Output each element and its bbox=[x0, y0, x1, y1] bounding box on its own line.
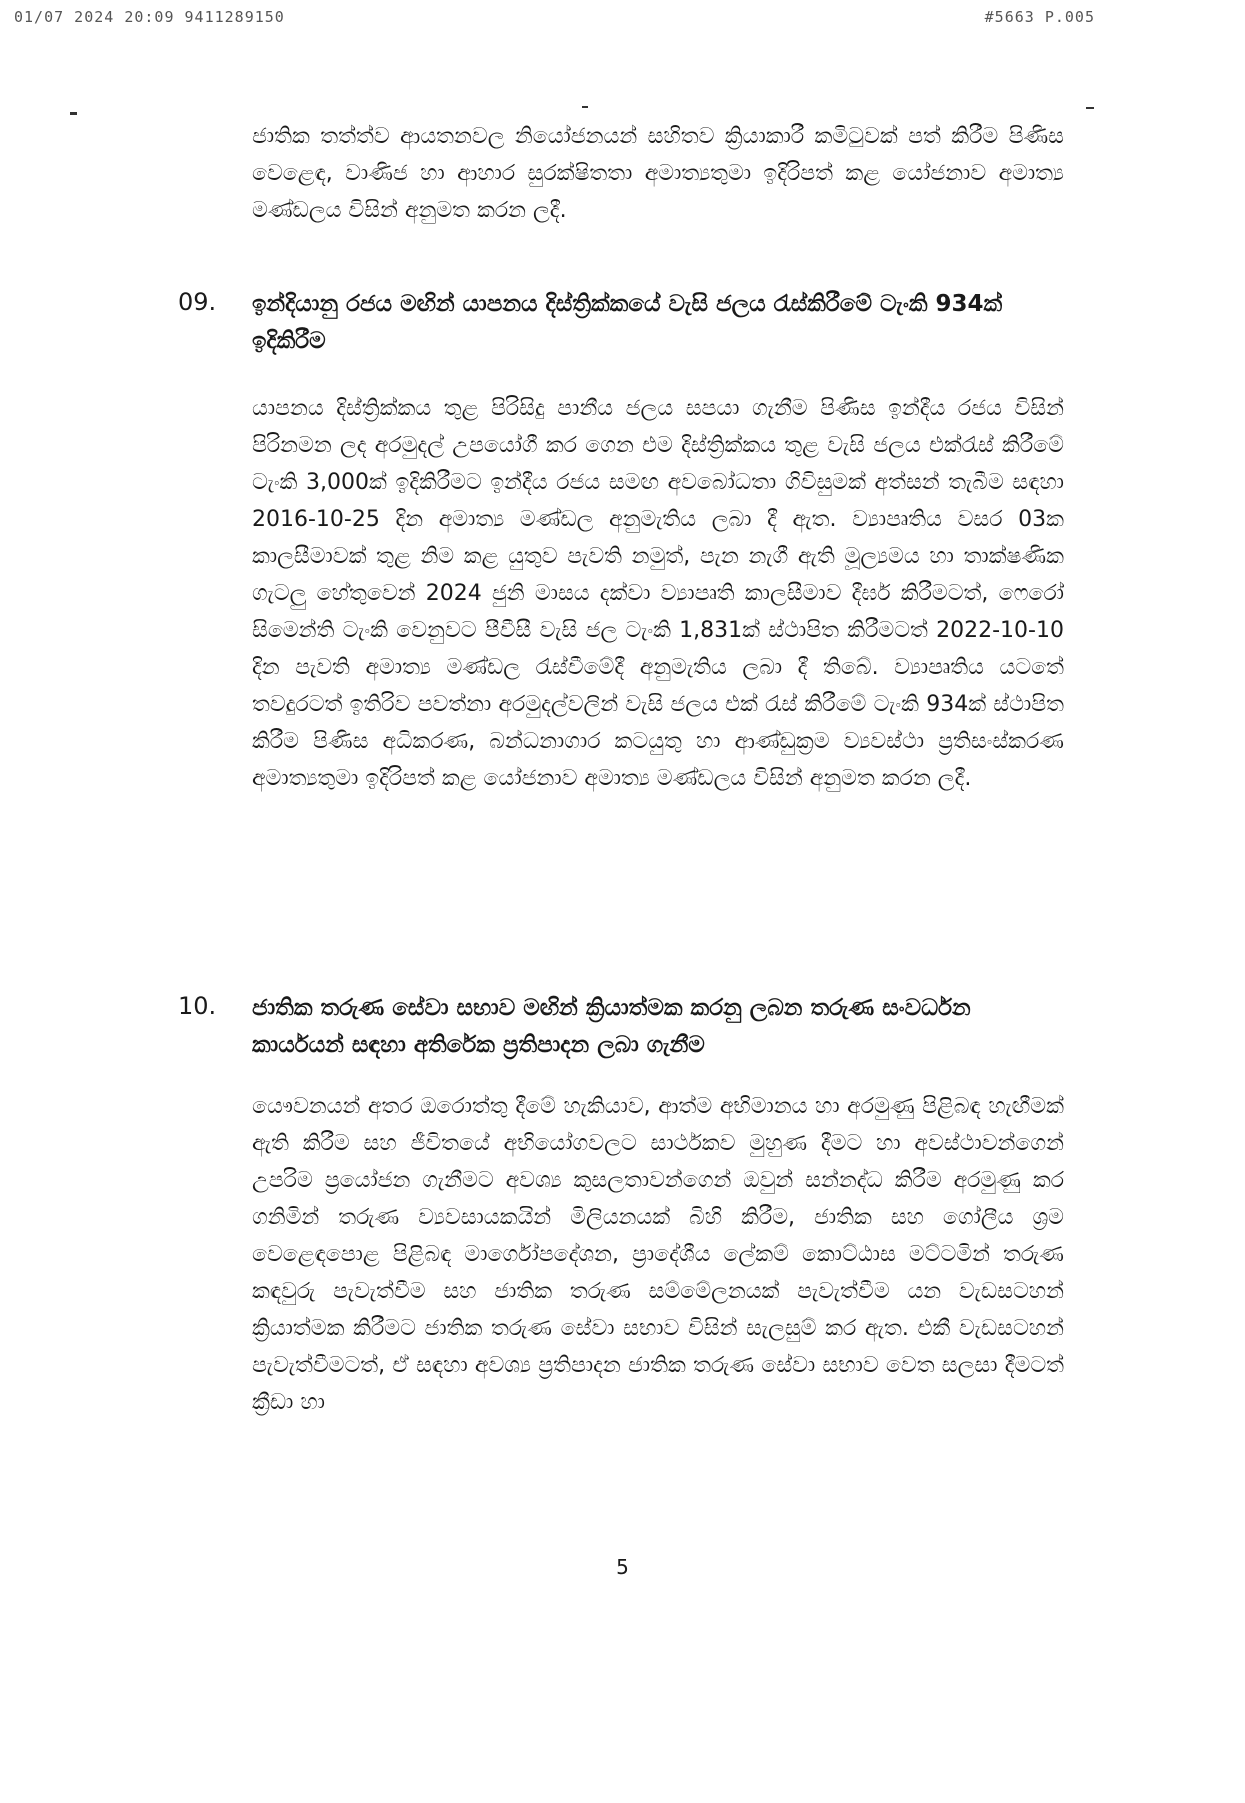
item-title: ඉන්දියානු රජය මඟින් යාපනය දිස්ත්‍රික්කයේ වැසි ජලය රැස්කිරීමේ ටැංකි 934ක් ඉදිකිරීම bbox=[252, 291, 1003, 354]
item-title: ජාතික තරුණ සේවා සභාව මඟින් ක්‍රියාත්මක කරනු ලබන තරුණ සංවර්ධන කාර්යයන් සඳහා අතිරේක ප්‍රතිපාදන ලබා ගැනීම bbox=[252, 995, 971, 1058]
fax-header-page-code: #5663 P.005 bbox=[984, 8, 1095, 26]
scan-speck bbox=[70, 112, 77, 115]
fax-header-datetime-number: 01/07 2024 20:09 9411289150 bbox=[14, 8, 285, 26]
scan-speck bbox=[582, 106, 588, 108]
scan-speck bbox=[1086, 107, 1094, 109]
item-number: 09. bbox=[178, 288, 217, 316]
fax-header bbox=[0, 8, 1245, 32]
page-number: 5 bbox=[616, 1555, 629, 1579]
item-number: 10. bbox=[178, 992, 217, 1020]
item-body: යෞවනයන් අතර ඔරොත්තු දීමේ හැකියාව, ආත්ම අභිමානය හා අරමුණු පිළිබඳ හැඟීමක් ඇති කිරීම සහ ජීවිතයේ අභියෝගවලට සාර්ථකව මුහුණ දීමට හා අවස්ථාවන්ගෙන් උපරිම ප්‍රයෝජන ගැනීමට අවශ්‍ය කුසලතාවන්ගෙන් ඔවුන් සන්නද්ධ කිරීම අරමුණු කර ගනිමින් තරුණ ව්‍යවසායකයින් මිලියනයක් බිහි කිරීම, ජාතික සහ ගෝලීය ශ්‍රම වෙළෙඳපොළ පිළිබඳ මාර්ගෝපදේශන, ප්‍රාදේශීය ලේකම් කොට්ඨාස මට්ටමින් තරුණ කඳවුරු පැවැත්වීම සහ ජාතික තරුණ සම්මේලනයක් පැවැත්වීම යන වැඩසටහන් ක්‍රියාත්මක කිරීමට ජාතික තරුණ සේවා සභාව විසින් සැලසුම් කර ඇත. එකී වැඩසටහන් පැවැත්වීමටත්, ඒ සඳහා අවශ්‍ය ප්‍රතිපාදන ජාතික තරුණ සේවා සභාව වෙත සලසා දීමටත් ක්‍රීඩා හා bbox=[252, 1094, 1064, 1415]
item-body: යාපනය දිස්ත්‍රික්කය තුළ පිරිසිදු පානීය ජලය සපයා ගැනීම පිණිස ඉන්දීය රජය විසින් පිරිනමන ලද අරමුදල් උපයෝගී කර ගෙන එම දිස්ත්‍රික්කය තුළ වැසි ජලය එක්රැස් කිරීමේ ටැංකි 3,000ක් ඉදිකිරීමට ඉන්දීය රජය සමඟ අවබෝධතා ගිවිසුමක් අත්සන් තැබීම සඳහා 2016-10-25 දින අමාත්‍ය මණ්ඩල අනුමැතිය ලබා දී ඇත. ව්‍යාපෘතිය වසර 03ක කාලසීමාවක් තුළ නිම කළ යුතුව පැවති නමුත්, පැන නැගී ඇති මූල්‍යමය හා තාක්ෂණික ගැටලු හේතුවෙන් 2024 ජුනි මාසය දක්වා ව්‍යාපෘති කාලසීමාව දීර්ඝ කිරීමටත්, ෆෙරෝ සිමෙන්ති ටැංකි වෙනුවට පීවීසී වැසි ජල ටැංකි 1,831ක් ස්ථාපිත කිරීමටත් 2022-10-10 දින පැවති අමාත්‍ය මණ්ඩල රැස්වීමේදී අනුමැතිය ලබා දී තිබේ. ව්‍යාපෘතිය යටතේ තවදුරටත් ඉතිරිව පවත්නා අරමුදල්වලින් වැසි ජලය එක් රැස් කිරීමේ ටැංකි 934ක් ස්ථාපිත කිරීම පිණිස අධිකරණ, බන්ධනාගාර කටයුතු හා ආණ්ඩුක්‍රම ව්‍යවස්ථා ප්‍රතිසංස්කරණ අමාත්‍යතුමා ඉදිරිපත් කළ යෝජනාව අමාත්‍ය මණ්ඩලය විසින් අනුමත කරන ලදී. bbox=[252, 396, 1064, 791]
intro-paragraph: ජාතික තත්ත්ව ආයතනවල නියෝජනයන් සහිතව ක්‍රියාකාරී කමිටුවක් පත් කිරීම පිණිස වෙළෙඳ, වාණිජ හා ආහාර සුරක්ෂිතතා අමාත්‍යතුමා ඉදිරිපත් කළ යෝජනාව අමාත්‍ය මණ්ඩලය විසින් අනුමත කරන ලදී. bbox=[252, 124, 1064, 223]
